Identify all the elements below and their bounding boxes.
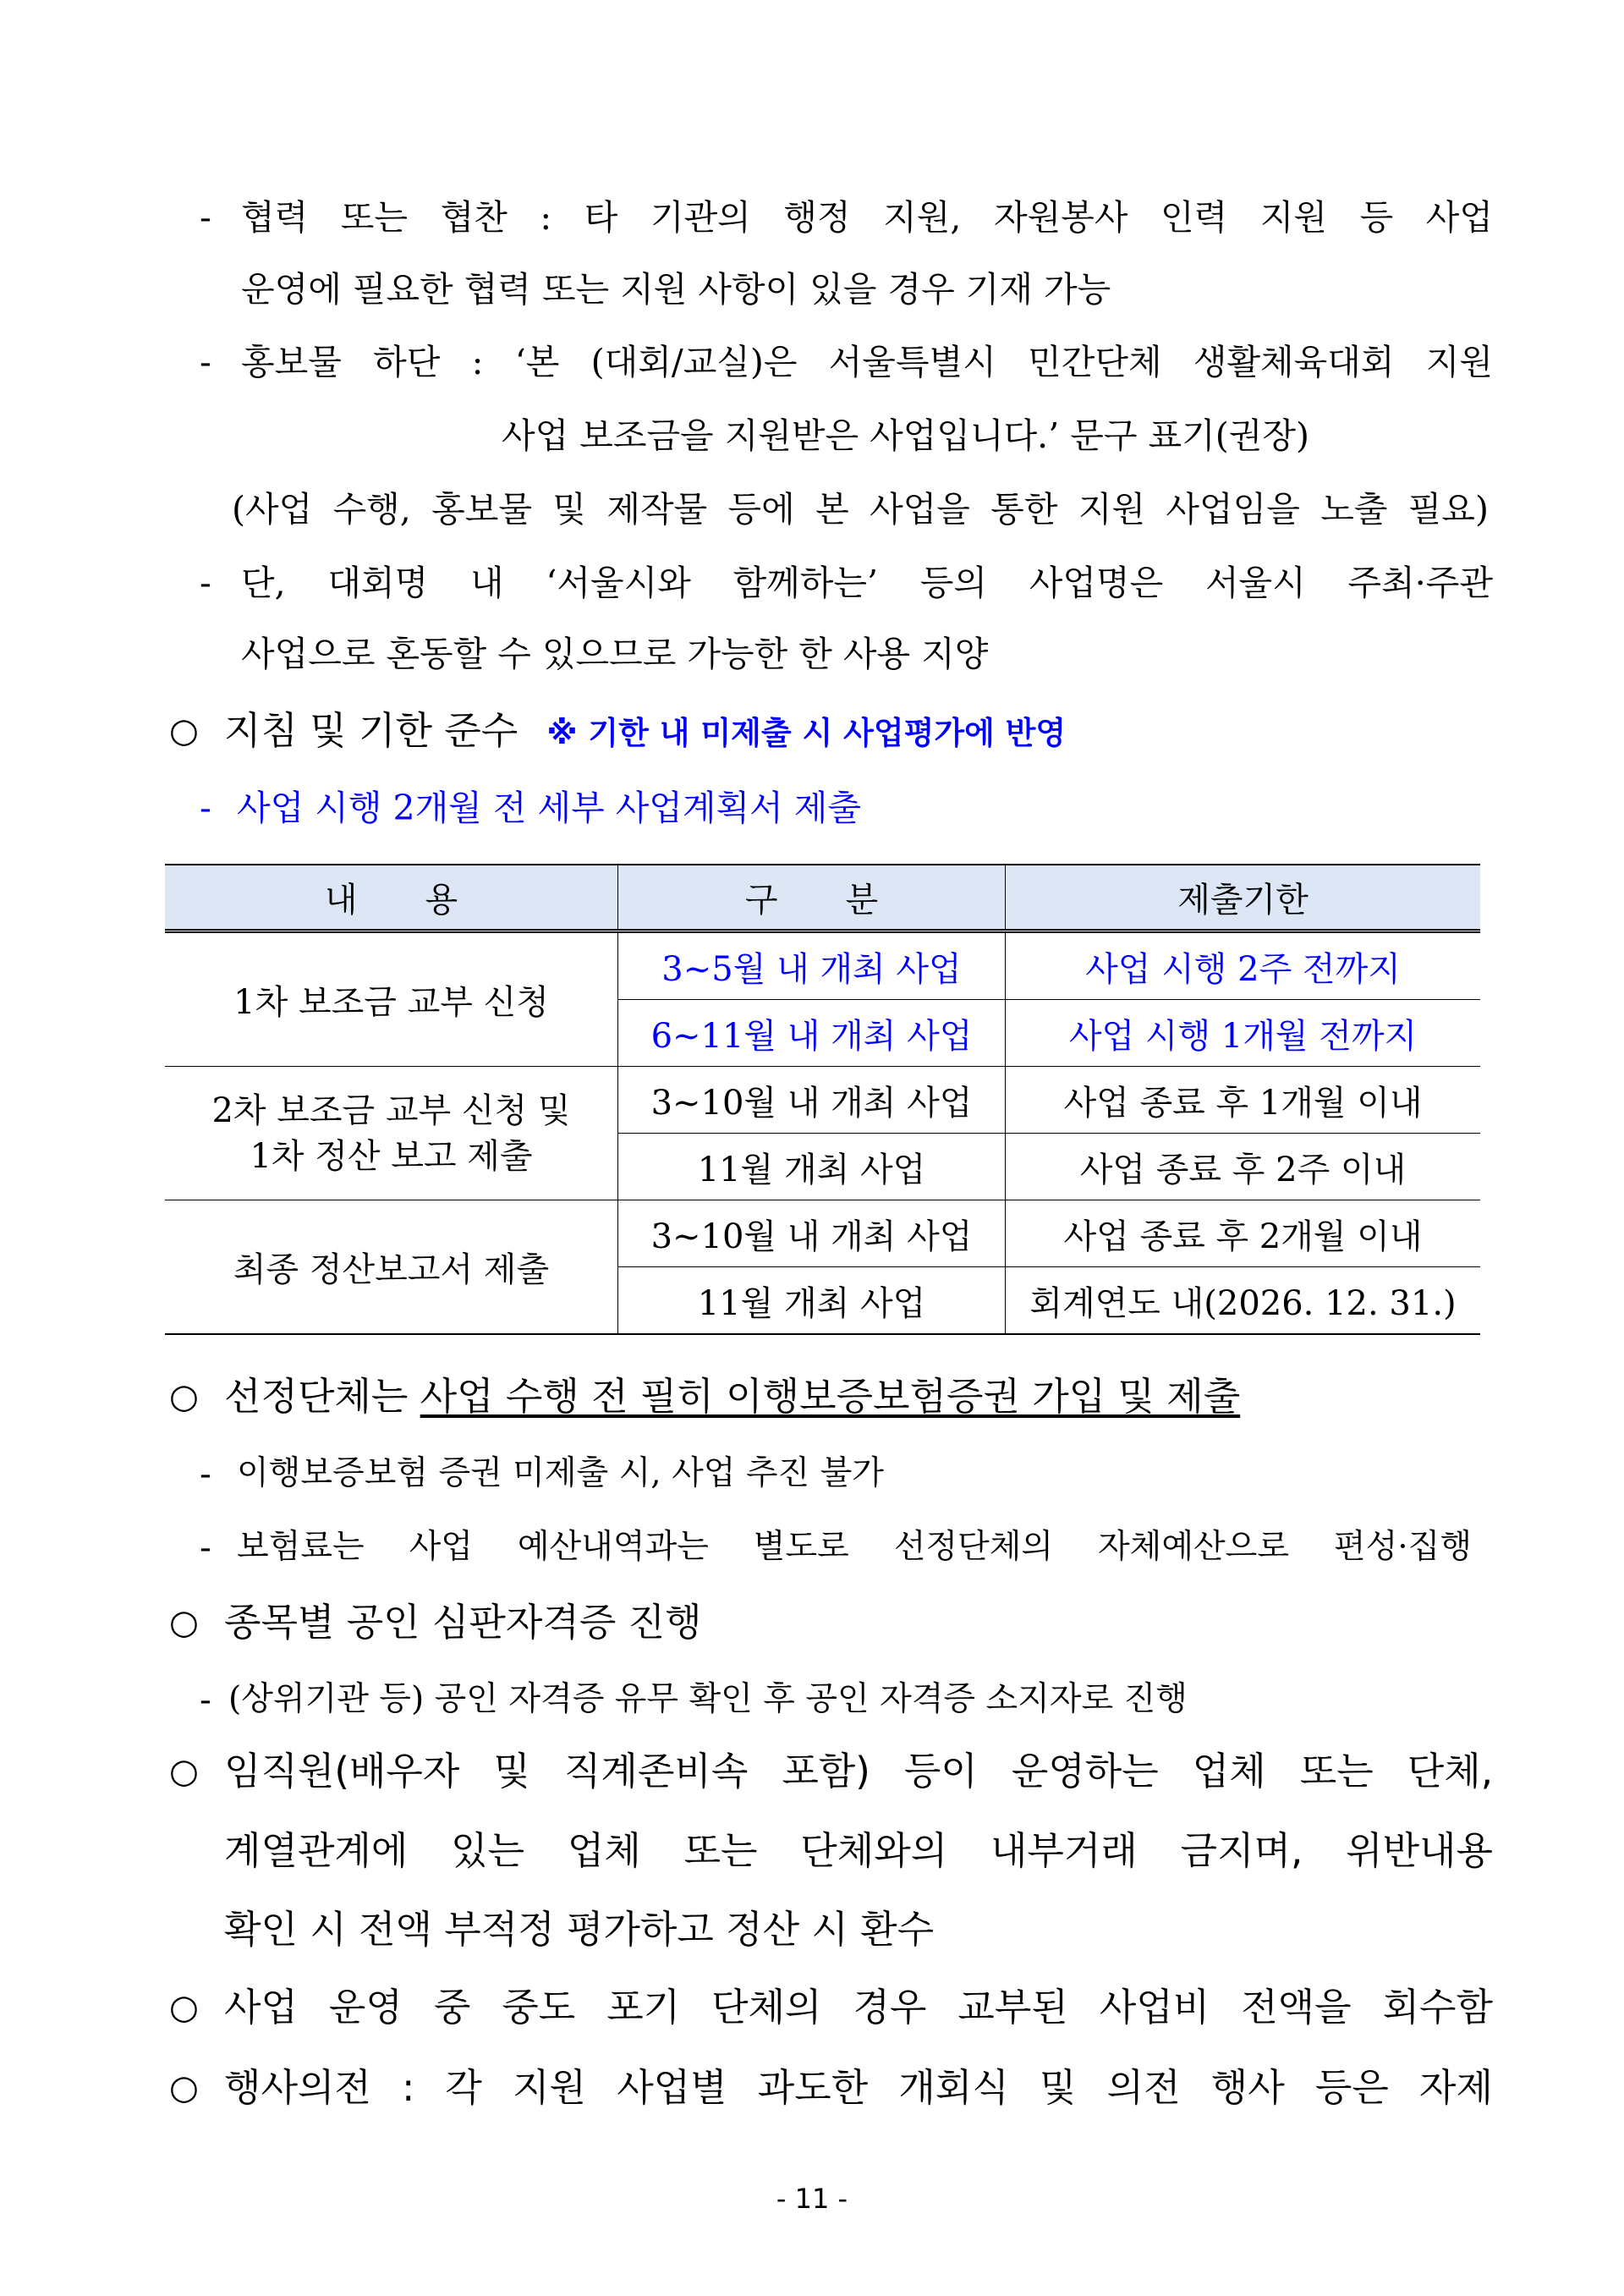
text-line: 협력 또는 협찬 : 타 기관의 행정 지원, 자원봉사 인력 지원 등 사업 xyxy=(241,197,1493,238)
text-line: 사업 시행 2개월 전 세부 사업계획서 제출 xyxy=(237,788,861,828)
deadline-cell: 사업 종료 후 1개월 이내 xyxy=(1006,1067,1481,1134)
deadline-cell: 사업 종료 후 2개월 이내 xyxy=(1006,1200,1481,1267)
table-row xyxy=(165,1067,1480,1134)
page-number: - 11 - xyxy=(776,2183,848,2215)
text-line: 홍보물 하단 : ‘본 (대회/교실)은 서울특별시 민간단체 생활체육대회 지원 xyxy=(241,342,1493,382)
type-cell: 3~10월 내 개최 사업 xyxy=(618,1067,1006,1134)
dash-bullet: - xyxy=(200,1679,211,1720)
deadline-note: ※ 기한 내 미제출 시 사업평가에 반영 xyxy=(546,715,1067,751)
group-label: 1차 보조금 교부 신청 xyxy=(165,931,618,1067)
type-cell: 6~11월 내 개최 사업 xyxy=(618,1000,1006,1067)
dash-bullet: - xyxy=(200,1527,211,1568)
dash-bullet: - xyxy=(200,1453,211,1494)
circle-bullet: ○ xyxy=(169,1988,199,2027)
section-heading: 종목별 공인 심판자격증 진행 xyxy=(224,1600,702,1645)
dash-bullet: - xyxy=(200,342,211,382)
text-line: 이행보증보험 증권 미제출 시, 사업 추진 불가 xyxy=(237,1454,884,1492)
header-cell: 구 분 xyxy=(618,865,1006,931)
section-heading: 확인 시 전액 부적정 평가하고 정산 시 환수 xyxy=(224,1907,935,1952)
deadline-table xyxy=(165,864,1480,1335)
type-cell: 11월 개최 사업 xyxy=(618,1134,1006,1200)
deadline-cell: 사업 시행 1개월 전까지 xyxy=(1006,1000,1481,1067)
section-heading xyxy=(224,704,1066,758)
section-heading: 행사의전 : 각 지원 사업별 과도한 개회식 및 의전 행사 등은 자제 xyxy=(224,2065,1493,2110)
dash-bullet: - xyxy=(200,563,211,603)
dash-bullet: - xyxy=(200,197,211,238)
text-line: 보험료는 사업 예산내역과는 별도로 선정단체의 자체예산으로 편성·집행 xyxy=(237,1528,1472,1566)
deadline-cell: 사업 종료 후 2주 이내 xyxy=(1006,1134,1481,1200)
circle-bullet: ○ xyxy=(169,2068,199,2107)
text-line: 단, 대회명 내 ‘서울시와 함께하는’ 등의 사업명은 서울시 주최·주관 xyxy=(241,563,1493,603)
circle-bullet: ○ xyxy=(169,1752,199,1791)
deadline-cell: 사업 시행 2주 전까지 xyxy=(1006,931,1481,1000)
text-line: 사업 보조금을 지원받은 사업입니다.’ 문구 표기(권장) xyxy=(502,415,1309,456)
type-cell: 11월 개최 사업 xyxy=(618,1267,1006,1335)
group-label: 2차 보조금 교부 신청 및 1차 정산 보고 제출 xyxy=(165,1067,618,1200)
table-row xyxy=(165,931,1480,1000)
section-heading xyxy=(224,1370,1240,1424)
circle-bullet: ○ xyxy=(169,1377,199,1416)
text-line: (상위기관 등) 공인 자격증 유무 확인 후 공인 자격증 소지자로 진행 xyxy=(228,1680,1188,1718)
table-row xyxy=(165,1200,1480,1267)
text-line: 사업으로 혼동할 수 있으므로 가능한 한 사용 지양 xyxy=(241,634,989,674)
deadline-cell: 회계연도 내(2026. 12. 31.) xyxy=(1006,1267,1481,1335)
circle-bullet: ○ xyxy=(169,1603,199,1642)
type-cell: 3~5월 내 개최 사업 xyxy=(618,931,1006,1000)
heading-text: 지침 및 기한 준수 xyxy=(224,708,518,753)
section-heading: 사업 운영 중 중도 포기 단체의 경우 교부된 사업비 전액을 회수함 xyxy=(224,1985,1493,2030)
group-label: 최종 정산보고서 제출 xyxy=(165,1200,618,1335)
text-line: (사업 수행, 홍보물 및 제작물 등에 본 사업을 통한 지원 사업임을 노출 필요) xyxy=(232,489,1489,530)
header-cell: 내 용 xyxy=(165,865,618,931)
section-heading: 임직원(배우자 및 직계존비속 포함) 등이 운영하는 업체 또는 단체, xyxy=(224,1749,1493,1793)
section-heading: 계열관계에 있는 업체 또는 단체와의 내부거래 금지며, 위반내용 xyxy=(224,1828,1493,1873)
table-header-row xyxy=(165,865,1480,931)
dash-bullet: - xyxy=(200,788,211,828)
text-line: 운영에 필요한 협력 또는 지원 사항이 있을 경우 기재 가능 xyxy=(241,269,1111,310)
type-cell: 3~10월 내 개최 사업 xyxy=(618,1200,1006,1267)
header-cell: 제출기한 xyxy=(1006,865,1481,931)
heading-text: 선정단체는 xyxy=(224,1374,420,1419)
circle-bullet: ○ xyxy=(169,711,199,750)
heading-underlined-text: 사업 수행 전 필히 이행보증보험증권 가입 및 제출 xyxy=(420,1374,1241,1419)
